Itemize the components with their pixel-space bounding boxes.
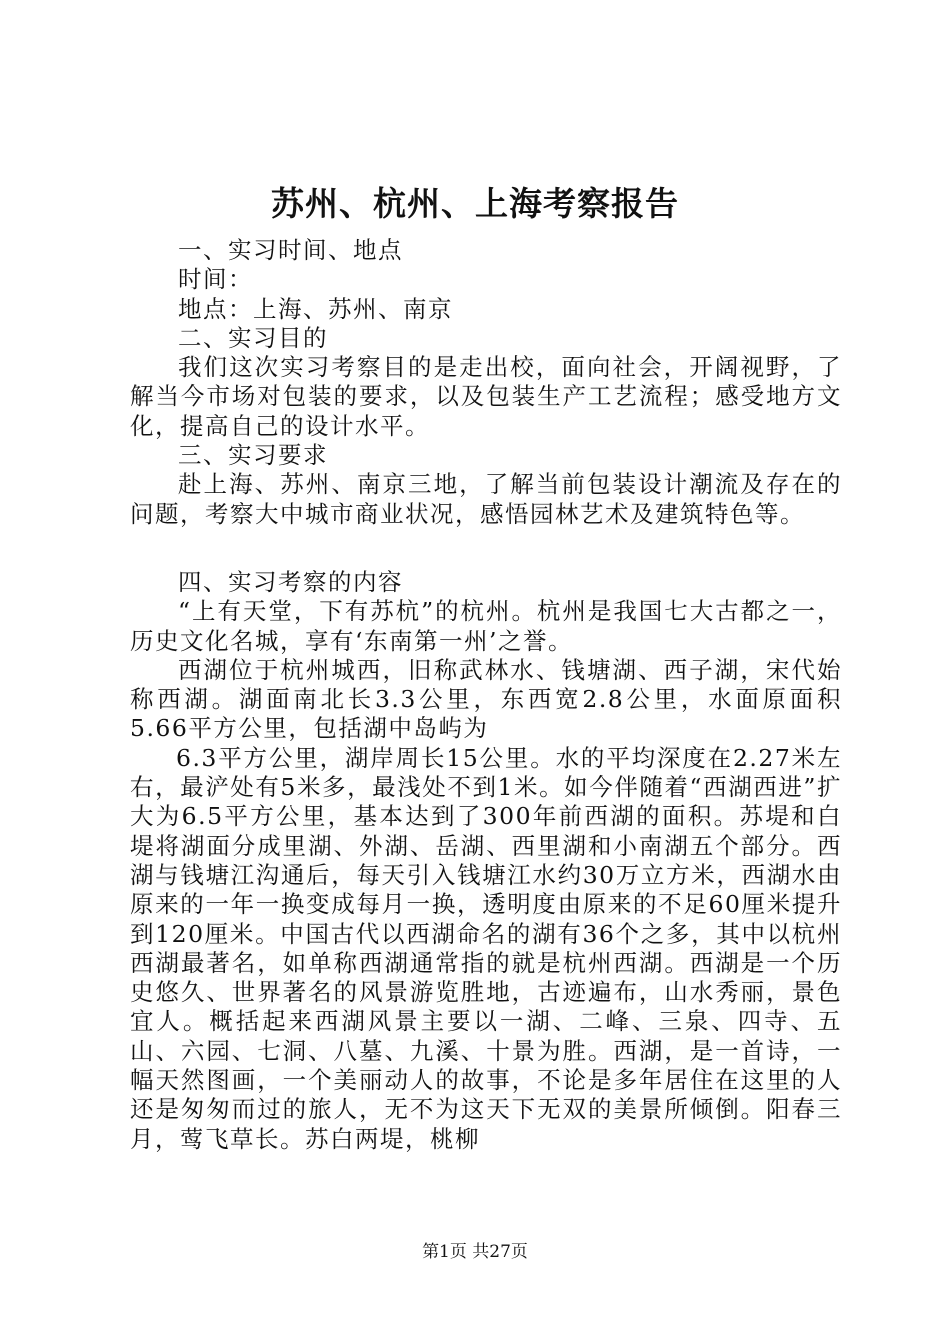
document-title: 苏州、杭州、上海考察报告	[271, 184, 679, 223]
place-line: 地点：上海、苏州、南京	[178, 294, 453, 323]
document-body	[130, 236, 842, 1154]
requirements-paragraph: 赴上海、苏州、南京三地，了解当前包装设计潮流及存在的问题，考察大中城市商业状况，感悟园林艺术及建筑特色等。	[130, 470, 842, 528]
section-heading-purpose: 二、实习目的	[178, 323, 328, 352]
purpose-paragraph: 我们这次实习考察目的是走出校，面向社会，开阔视野，了解当今市场对包装的要求，以及包装生产工艺流程；感受地方文化，提高自己的设计水平。	[130, 353, 842, 440]
section-heading-requirements: 三、实习要求	[178, 441, 328, 470]
section-heading-content: 四、实习考察的内容	[178, 567, 403, 596]
hangzhou-intro-paragraph: “上有天堂，下有苏杭”的杭州。杭州是我国七大古都之一，历史文化名城，享有‘东南第一州’之誉。	[130, 597, 842, 655]
west-lake-paragraph: 西湖位于杭州城西，旧称武林水、钱塘湖、西子湖，宋代始称西湖。湖面南北长3.3公里，东西宽2.8公里，水面原面积5.66平方公里，包括湖中岛屿为	[130, 655, 842, 743]
paragraph-gap	[130, 529, 842, 568]
west-lake-details-paragraph: 6.3平方公里，湖岸周长15公里。水的平均深度在2.27米左右，最浐处有5米多，最浅处不到1米。如今伴随着“西湖西进”扩大为6.5平方公里，基本达到了300年前西湖的面积。苏堤和白堤将湖面分成里湖、外湖、岳湖、西里湖和小南湖五个部分。西湖与钱塘江沟通后，每天引入钱塘江水约30万立方米，西湖水由原来的一年一换变成每月一换，透明度由原来的不足60厘米提升到120厘米。中国古代以西湖命名的湖有36个之多，其中以杭州西湖最著名，如单称西湖通常指的就是杭州西湖。西湖是一个历史悠久、世界著名的风景游览胜地，古迹遍布，山水秀丽，景色宜人。概括起来西湖风景主要以一湖、二峰、三泉、四寺、五山、六园、七洞、八墓、九溪、十景为胜。西湖，是一首诗，一幅天然图画，一个美丽动人的故事，不论是多年居住在这里的人还是匆匆而过的旅人，无不为这天下无双的美景所倾倒。阳春三月，莺飞草长。苏白两堤，桃柳	[130, 743, 842, 1153]
time-line: 时间：	[178, 265, 253, 294]
page-footer: 第1页 共27页	[422, 1242, 528, 1262]
section-heading-time-place: 一、实习时间、地点	[178, 236, 403, 264]
